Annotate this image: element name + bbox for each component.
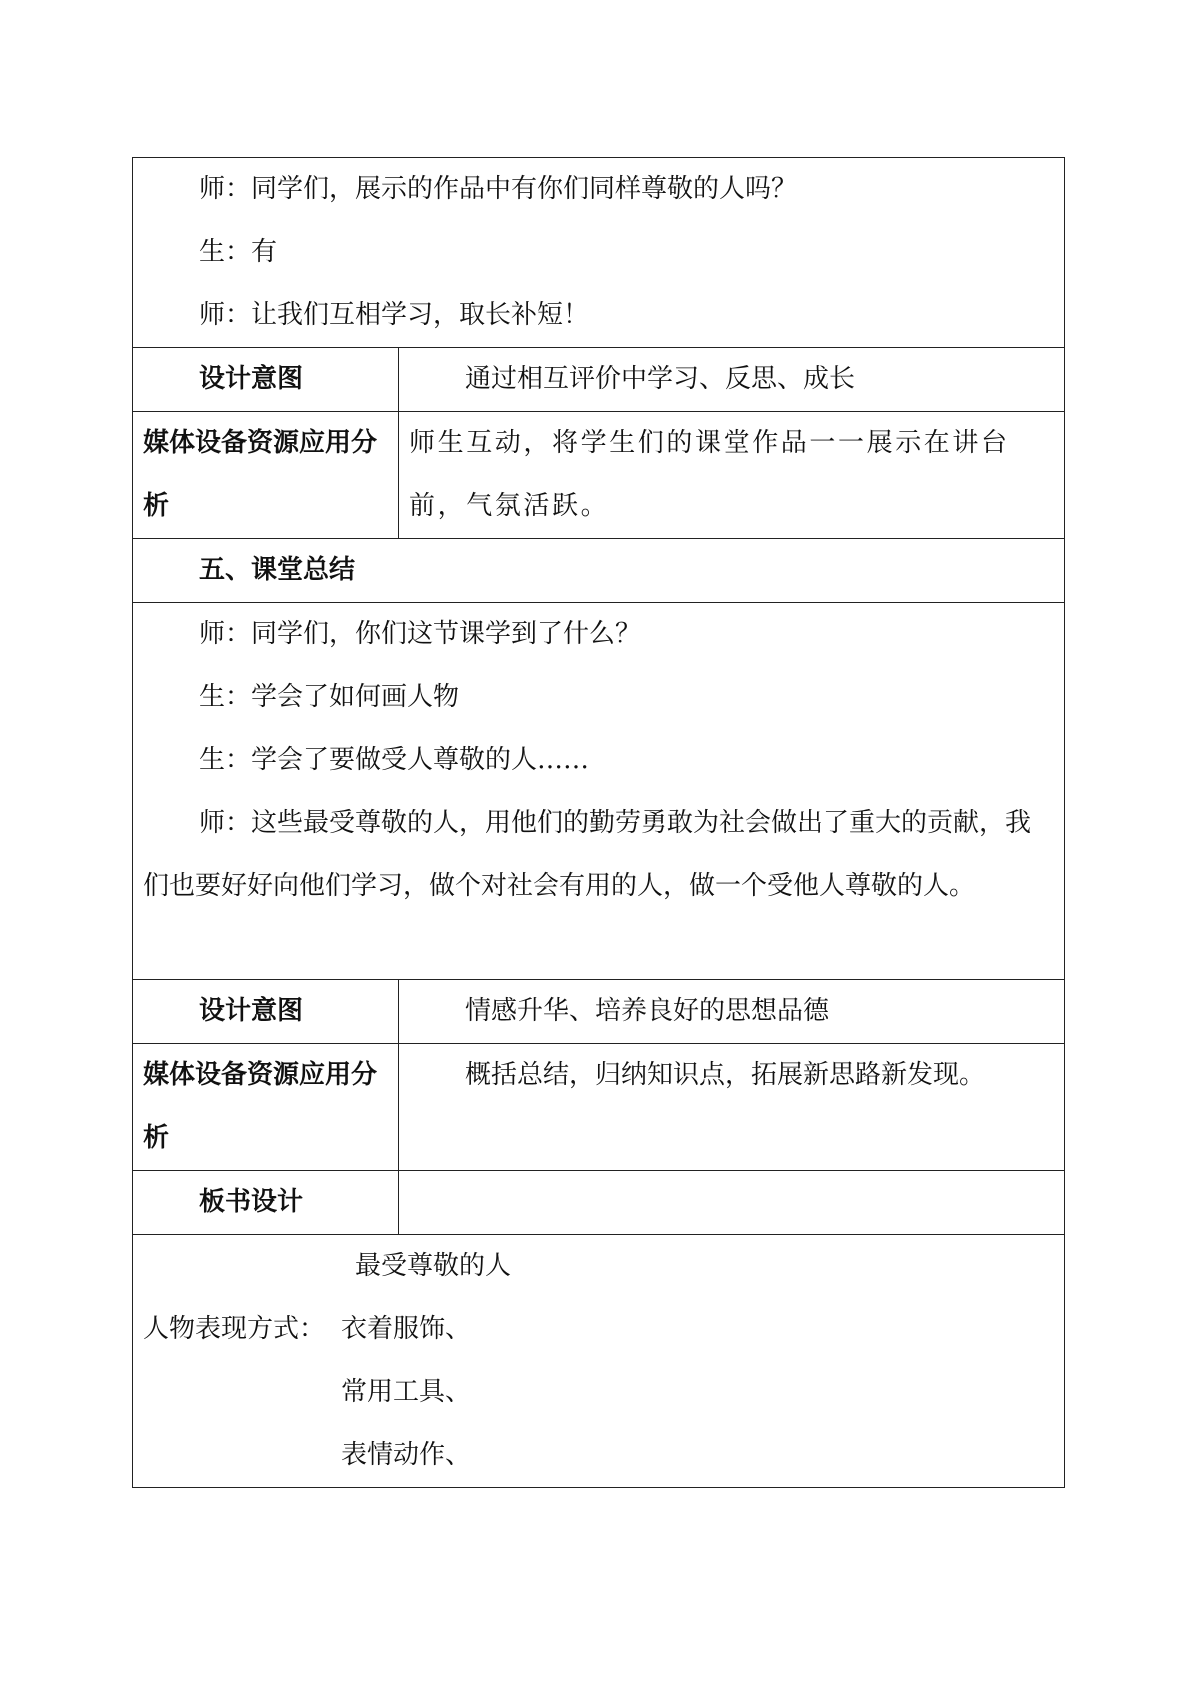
media-analysis-label: 媒体设备资源应用分析: [143, 428, 378, 521]
board-item: 衣着服饰、: [341, 1314, 472, 1344]
design-intent-label: 设计意图: [199, 364, 304, 394]
board-design-label: 板书设计: [199, 1187, 304, 1217]
design-intent-row: [133, 348, 1065, 412]
board-item: 常用工具、: [341, 1377, 472, 1407]
section-heading: 五、课堂总结: [199, 555, 356, 585]
board-item: 表情动作、: [341, 1440, 472, 1470]
board-content: [133, 1235, 1064, 1487]
board-method-label: 人物表现方式：: [143, 1314, 326, 1344]
design-intent-label: 设计意图: [199, 996, 304, 1026]
dialogue-row-top: [133, 158, 1065, 348]
board-title: 最受尊敬的人: [355, 1251, 512, 1281]
media-analysis-label: 媒体设备资源应用分析: [143, 1060, 378, 1153]
media-analysis-value: 概括总结，归纳知识点，拓展新思路新发现。: [465, 1060, 986, 1090]
dialogue-paragraph: 师：这些最受尊敬的人，用他们的勤劳勇敢为社会做出了重大的贡献，我们也要好好向他们学习，做个对社会有用的人，做一个受他人尊敬的人。: [143, 808, 1032, 901]
dialogue-row-summary: [133, 603, 1065, 980]
media-analysis-row: [133, 1044, 1065, 1171]
media-analysis-row: [133, 412, 1065, 539]
section-heading-row: [133, 539, 1065, 603]
lesson-plan-table: [132, 157, 1065, 1488]
board-content-row: [133, 1235, 1065, 1488]
design-intent-value: 通过相互评价中学习、反思、成长: [465, 364, 856, 394]
dialogue-line: 师：同学们，展示的作品中有你们同样尊敬的人吗？: [199, 174, 798, 204]
board-design-row: [133, 1171, 1065, 1235]
dialogue-line: 师：让我们互相学习，取长补短！: [199, 300, 590, 330]
dialogue-line: 生：学会了如何画人物: [199, 682, 460, 712]
dialogue-line: 师：同学们，你们这节课学到了什么？: [199, 619, 642, 649]
dialogue-line: 生：学会了要做受人尊敬的人……: [199, 745, 590, 775]
media-analysis-value: 师生互动，将学生们的课堂作品一一展示在讲台前，气氛活跃。: [409, 428, 1010, 521]
dialogue-line: 生：有: [199, 237, 278, 267]
design-intent-row: [133, 980, 1065, 1044]
design-intent-value: 情感升华、培养良好的思想品德: [465, 996, 830, 1026]
